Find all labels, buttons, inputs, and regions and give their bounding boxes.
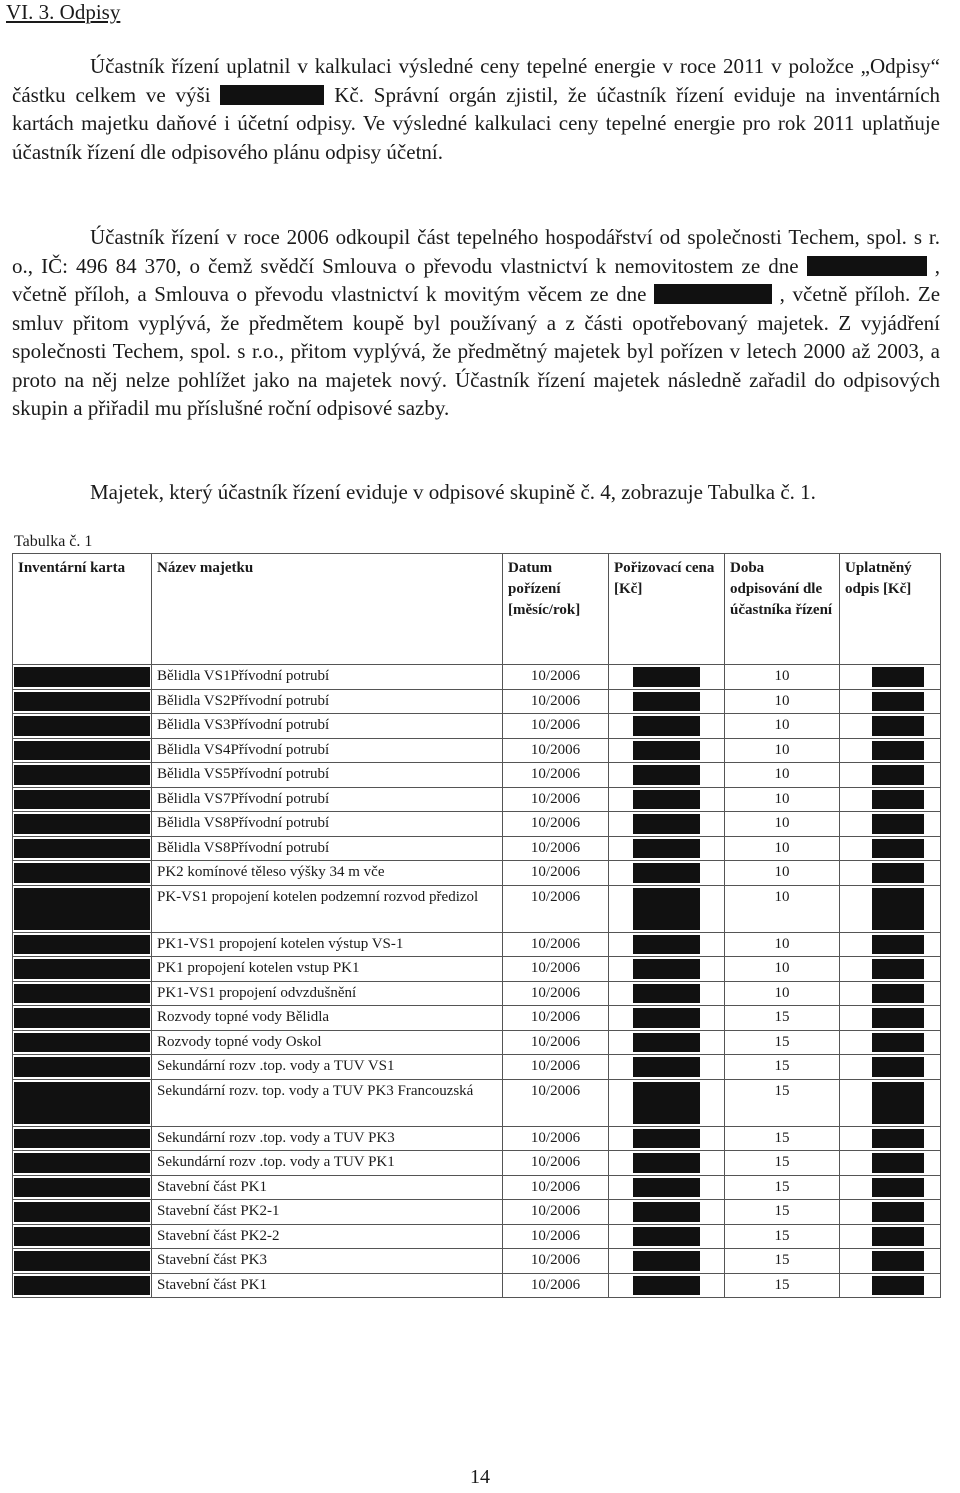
cell-cost-redacted — [609, 957, 725, 982]
paragraph-acquisition-text-1: Účastník řízení v roce 2006 odkoupil část tepelného hospodářství od společnosti Techem, spol. s r. o., IČ: 496 84 370, o čemž svědčí Smlouva o převodu vlastnictví k nemovitostem ze dne — [12, 225, 940, 278]
table-row — [13, 812, 941, 837]
cell-period: 10 — [725, 861, 840, 886]
redaction-block — [14, 1057, 150, 1077]
redaction-block — [14, 1082, 150, 1124]
table-row — [13, 1126, 941, 1151]
cell-asset-name: Bělidla VS3Přívodní potrubí — [152, 714, 503, 739]
cell-asset-name: Sekundární rozv .top. vody a TUV VS1 — [152, 1055, 503, 1080]
cell-cost-redacted — [609, 763, 725, 788]
cell-period: 10 — [725, 812, 840, 837]
cell-card-redacted — [13, 1079, 152, 1126]
redaction-block — [14, 888, 150, 930]
cell-acquisition-date: 10/2006 — [503, 957, 609, 982]
cell-period: 15 — [725, 1079, 840, 1126]
redaction-block — [633, 692, 700, 712]
cell-asset-name: Bělidla VS7Přívodní potrubí — [152, 787, 503, 812]
cell-acquisition-date: 10/2006 — [503, 1249, 609, 1274]
cell-asset-name: Sekundární rozv .top. vody a TUV PK3 — [152, 1126, 503, 1151]
cell-asset-name: PK1 propojení kotelen vstup PK1 — [152, 957, 503, 982]
cell-cost-redacted — [609, 1175, 725, 1200]
cell-card-redacted — [13, 1030, 152, 1055]
redaction-block — [14, 863, 150, 883]
cell-card-redacted — [13, 812, 152, 837]
cell-card-redacted — [13, 763, 152, 788]
redaction-block — [872, 741, 924, 761]
cell-asset-name: Bělidla VS4Přívodní potrubí — [152, 738, 503, 763]
cell-claimed-redacted — [840, 1224, 941, 1249]
redaction-block — [872, 1251, 924, 1271]
cell-period: 10 — [725, 665, 840, 690]
cell-cost-redacted — [609, 981, 725, 1006]
cell-period: 10 — [725, 836, 840, 861]
cell-card-redacted — [13, 1175, 152, 1200]
table-row — [13, 1273, 941, 1298]
cell-period: 15 — [725, 1273, 840, 1298]
header-cost: Pořizovací cena [Kč] — [609, 554, 725, 665]
redaction-block — [872, 716, 924, 736]
redaction-block — [872, 814, 924, 834]
cell-acquisition-date: 10/2006 — [503, 1224, 609, 1249]
redaction-block — [872, 1202, 924, 1222]
cell-claimed-redacted — [840, 836, 941, 861]
table-row — [13, 957, 941, 982]
cell-acquisition-date: 10/2006 — [503, 836, 609, 861]
cell-card-redacted — [13, 1249, 152, 1274]
cell-claimed-redacted — [840, 1200, 941, 1225]
cell-claimed-redacted — [840, 1055, 941, 1080]
redaction-block — [14, 741, 150, 761]
redaction-date-1 — [807, 256, 927, 276]
header-name: Název majetku — [152, 554, 503, 665]
cell-claimed-redacted — [840, 1126, 941, 1151]
cell-cost-redacted — [609, 885, 725, 932]
redaction-block — [633, 863, 700, 883]
table-row — [13, 1249, 941, 1274]
cell-asset-name: Rozvody topné vody Oskol — [152, 1030, 503, 1055]
redaction-block — [872, 692, 924, 712]
paragraph-charges-text-2: Kč. Správní orgán zjistil, že účastník řízení eviduje na inventárních kartách majetku daňové i účetní odpisy. Ve výsledné kalkulaci ceny tepelné energie pro rok 2011 uplatňuje účastník řízení dle odpisového plánu odpisy účetní. — [12, 82, 941, 164]
cell-cost-redacted — [609, 1126, 725, 1151]
redaction-block — [633, 959, 700, 979]
cell-card-redacted — [13, 885, 152, 932]
redaction-block — [872, 1227, 924, 1247]
redaction-block — [14, 1251, 150, 1271]
cell-card-redacted — [13, 1055, 152, 1080]
paragraph-acquisition-text-2: , včetně příloh, a Smlouva o převodu vlastnictví k movitým věcem ze dne — [12, 253, 940, 306]
redaction-block — [872, 790, 924, 810]
cell-card-redacted — [13, 957, 152, 982]
redaction-block — [633, 1276, 700, 1296]
table-row — [13, 1200, 941, 1225]
cell-claimed-redacted — [840, 981, 941, 1006]
cell-acquisition-date: 10/2006 — [503, 1273, 609, 1298]
cell-cost-redacted — [609, 1200, 725, 1225]
redaction-block — [872, 1178, 924, 1198]
cell-cost-redacted — [609, 787, 725, 812]
cell-period: 10 — [725, 957, 840, 982]
redaction-block — [872, 959, 924, 979]
redaction-block — [14, 765, 150, 785]
table-row — [13, 787, 941, 812]
table-row — [13, 763, 941, 788]
cell-card-redacted — [13, 1006, 152, 1031]
redaction-block — [872, 1153, 924, 1173]
cell-asset-name: Bělidla VS2Přívodní potrubí — [152, 689, 503, 714]
cell-card-redacted — [13, 1126, 152, 1151]
redaction-block — [14, 1033, 150, 1053]
redaction-block — [633, 1178, 700, 1198]
redaction-block — [872, 1129, 924, 1149]
redaction-block — [633, 741, 700, 761]
redaction-block — [633, 1153, 700, 1173]
cell-claimed-redacted — [840, 689, 941, 714]
cell-acquisition-date: 10/2006 — [503, 787, 609, 812]
redaction-block — [633, 1129, 700, 1149]
cell-period: 10 — [725, 689, 840, 714]
cell-asset-name: Stavební část PK1 — [152, 1273, 503, 1298]
cell-claimed-redacted — [840, 665, 941, 690]
table-row — [13, 1006, 941, 1031]
redaction-block — [14, 1008, 150, 1028]
table-body — [13, 665, 941, 1298]
cell-period: 15 — [725, 1175, 840, 1200]
redaction-block — [872, 1033, 924, 1053]
cell-claimed-redacted — [840, 1030, 941, 1055]
table-row — [13, 1079, 941, 1126]
table-row — [13, 861, 941, 886]
redaction-block — [633, 1227, 700, 1247]
table-row — [13, 1055, 941, 1080]
redaction-amount — [220, 85, 324, 105]
cell-asset-name: Stavební část PK2-2 — [152, 1224, 503, 1249]
cell-claimed-redacted — [840, 1175, 941, 1200]
cell-period: 15 — [725, 1200, 840, 1225]
redaction-block — [14, 1153, 150, 1173]
cell-period: 15 — [725, 1249, 840, 1274]
table-row — [13, 689, 941, 714]
cell-period: 15 — [725, 1006, 840, 1031]
cell-asset-name: PK1-VS1 propojení kotelen výstup VS-1 — [152, 932, 503, 957]
table-intro-sentence: Majetek, který účastník řízení eviduje v odpisové skupině č. 4, zobrazuje Tabulka č. 1. — [90, 480, 816, 504]
cell-cost-redacted — [609, 738, 725, 763]
cell-card-redacted — [13, 689, 152, 714]
cell-asset-name: Rozvody topné vody Bělidla — [152, 1006, 503, 1031]
table-row — [13, 738, 941, 763]
cell-period: 15 — [725, 1151, 840, 1176]
header-card: Inventární karta — [13, 554, 152, 665]
cell-acquisition-date: 10/2006 — [503, 689, 609, 714]
header-claimed: Uplatněný odpis [Kč] — [840, 554, 941, 665]
assets-table — [12, 553, 941, 1298]
cell-card-redacted — [13, 1151, 152, 1176]
cell-card-redacted — [13, 981, 152, 1006]
cell-acquisition-date: 10/2006 — [503, 1030, 609, 1055]
cell-period: 15 — [725, 1224, 840, 1249]
redaction-block — [633, 984, 700, 1004]
table-row — [13, 836, 941, 861]
cell-cost-redacted — [609, 1030, 725, 1055]
cell-period: 10 — [725, 981, 840, 1006]
cell-cost-redacted — [609, 1273, 725, 1298]
cell-asset-name: Sekundární rozv. top. vody a TUV PK3 Francouzská — [152, 1079, 503, 1126]
cell-period: 10 — [725, 787, 840, 812]
cell-acquisition-date: 10/2006 — [503, 1175, 609, 1200]
cell-asset-name: Bělidla VS8Přívodní potrubí — [152, 836, 503, 861]
cell-claimed-redacted — [840, 714, 941, 739]
cell-acquisition-date: 10/2006 — [503, 885, 609, 932]
cell-claimed-redacted — [840, 885, 941, 932]
cell-acquisition-date: 10/2006 — [503, 714, 609, 739]
cell-acquisition-date: 10/2006 — [503, 981, 609, 1006]
cell-asset-name: PK1-VS1 propojení odvzdušnění — [152, 981, 503, 1006]
table-row — [13, 981, 941, 1006]
redaction-block — [14, 716, 150, 736]
cell-claimed-redacted — [840, 861, 941, 886]
redaction-block — [633, 1008, 700, 1028]
cell-acquisition-date: 10/2006 — [503, 665, 609, 690]
cell-card-redacted — [13, 714, 152, 739]
table-row — [13, 1151, 941, 1176]
cell-period: 10 — [725, 932, 840, 957]
cell-cost-redacted — [609, 1006, 725, 1031]
cell-card-redacted — [13, 738, 152, 763]
cell-claimed-redacted — [840, 1006, 941, 1031]
redaction-block — [14, 814, 150, 834]
cell-asset-name: Stavební část PK1 — [152, 1175, 503, 1200]
cell-claimed-redacted — [840, 738, 941, 763]
redaction-block — [633, 716, 700, 736]
cell-cost-redacted — [609, 665, 725, 690]
cell-cost-redacted — [609, 1249, 725, 1274]
cell-card-redacted — [13, 1200, 152, 1225]
cell-claimed-redacted — [840, 812, 941, 837]
table-row — [13, 932, 941, 957]
cell-cost-redacted — [609, 1151, 725, 1176]
redaction-block — [872, 1276, 924, 1296]
redaction-block — [633, 888, 700, 930]
cell-asset-name: Bělidla VS5Přívodní potrubí — [152, 763, 503, 788]
table-title: Tabulka č. 1 — [14, 533, 93, 550]
redaction-block — [872, 839, 924, 859]
redaction-block — [14, 667, 150, 687]
redaction-block — [872, 1008, 924, 1028]
table-row — [13, 714, 941, 739]
cell-cost-redacted — [609, 714, 725, 739]
table-row — [13, 1175, 941, 1200]
cell-asset-name: Bělidla VS8Přívodní potrubí — [152, 812, 503, 837]
redaction-block — [633, 1082, 700, 1124]
redaction-block — [872, 888, 924, 930]
cell-card-redacted — [13, 1273, 152, 1298]
cell-asset-name: Stavební část PK2-1 — [152, 1200, 503, 1225]
redaction-block — [14, 959, 150, 979]
table-row — [13, 1030, 941, 1055]
cell-period: 15 — [725, 1055, 840, 1080]
redaction-block — [633, 1251, 700, 1271]
redaction-block — [633, 667, 700, 687]
redaction-block — [872, 765, 924, 785]
cell-acquisition-date: 10/2006 — [503, 1151, 609, 1176]
redaction-block — [872, 935, 924, 955]
cell-acquisition-date: 10/2006 — [503, 738, 609, 763]
table-row — [13, 665, 941, 690]
redaction-block — [872, 863, 924, 883]
cell-acquisition-date: 10/2006 — [503, 1079, 609, 1126]
redaction-block — [872, 667, 924, 687]
redaction-block — [633, 1057, 700, 1077]
cell-cost-redacted — [609, 1224, 725, 1249]
cell-card-redacted — [13, 836, 152, 861]
redaction-block — [14, 935, 150, 955]
redaction-block — [633, 839, 700, 859]
cell-acquisition-date: 10/2006 — [503, 1126, 609, 1151]
cell-asset-name: Sekundární rozv .top. vody a TUV PK1 — [152, 1151, 503, 1176]
cell-asset-name: Bělidla VS1Přívodní potrubí — [152, 665, 503, 690]
redaction-block — [14, 1178, 150, 1198]
cell-asset-name: PK2 komínové těleso výšky 34 m vče — [152, 861, 503, 886]
cell-acquisition-date: 10/2006 — [503, 1055, 609, 1080]
table-row — [13, 1224, 941, 1249]
redaction-block — [633, 935, 700, 955]
redaction-block — [633, 790, 700, 810]
cell-acquisition-date: 10/2006 — [503, 932, 609, 957]
cell-cost-redacted — [609, 836, 725, 861]
cell-claimed-redacted — [840, 1151, 941, 1176]
cell-period: 10 — [725, 738, 840, 763]
cell-cost-redacted — [609, 861, 725, 886]
header-date: Datum pořízení [měsíc/rok] — [503, 554, 609, 665]
cell-cost-redacted — [609, 689, 725, 714]
cell-claimed-redacted — [840, 1273, 941, 1298]
redaction-block — [14, 1276, 150, 1296]
page-number: 14 — [470, 1466, 490, 1488]
redaction-block — [872, 1057, 924, 1077]
redaction-block — [14, 692, 150, 712]
table-header-row — [13, 554, 941, 665]
redaction-block — [633, 765, 700, 785]
cell-cost-redacted — [609, 1079, 725, 1126]
redaction-block — [14, 984, 150, 1004]
redaction-block — [14, 839, 150, 859]
cell-acquisition-date: 10/2006 — [503, 812, 609, 837]
paragraph-charges-text-1: Účastník řízení uplatnil v kalkulaci výsledné ceny tepelné energie v roce 2011 v položce „Odpisy“ částku celkem ve výši — [12, 54, 940, 107]
cell-period: 10 — [725, 763, 840, 788]
cell-cost-redacted — [609, 812, 725, 837]
cell-card-redacted — [13, 861, 152, 886]
header-period: Doba odpisování dle účastníka řízení — [725, 554, 840, 665]
cell-claimed-redacted — [840, 1249, 941, 1274]
redaction-block — [872, 984, 924, 1004]
cell-card-redacted — [13, 932, 152, 957]
cell-claimed-redacted — [840, 1079, 941, 1126]
cell-cost-redacted — [609, 932, 725, 957]
cell-period: 15 — [725, 1030, 840, 1055]
redaction-date-2 — [654, 284, 772, 304]
redaction-block — [14, 1227, 150, 1247]
cell-cost-redacted — [609, 1055, 725, 1080]
cell-card-redacted — [13, 1224, 152, 1249]
table-row — [13, 885, 941, 932]
paragraph-charges — [12, 52, 940, 166]
paragraph-acquisition — [12, 223, 940, 423]
redaction-block — [14, 790, 150, 810]
cell-acquisition-date: 10/2006 — [503, 1006, 609, 1031]
cell-claimed-redacted — [840, 957, 941, 982]
cell-asset-name: PK-VS1 propojení kotelen podzemní rozvod předizol — [152, 885, 503, 932]
redaction-block — [14, 1202, 150, 1222]
paragraph-acquisition-text-3: , včetně příloh. Ze smluv přitom vyplývá, že předmětem koupě byl používaný a z části opotřebovaný majetek. Z vyjádření společnosti Techem, spol. s r.o., přitom vyplývá, že předmětný majetek byl pořízen v letech 2000 až 2003, a proto na něj nelze pohlížet jako na majetek nový. Účastník řízení majetek následně zařadil do odpisových skupin a přiřadil mu příslušné roční odpisové sazby. — [12, 282, 941, 420]
cell-acquisition-date: 10/2006 — [503, 763, 609, 788]
cell-claimed-redacted — [840, 787, 941, 812]
cell-period: 10 — [725, 885, 840, 932]
redaction-block — [633, 814, 700, 834]
cell-claimed-redacted — [840, 763, 941, 788]
cell-card-redacted — [13, 787, 152, 812]
cell-acquisition-date: 10/2006 — [503, 861, 609, 886]
cell-card-redacted — [13, 665, 152, 690]
section-heading: VI. 3. Odpisy — [6, 0, 121, 24]
cell-period: 15 — [725, 1126, 840, 1151]
cell-acquisition-date: 10/2006 — [503, 1200, 609, 1225]
redaction-block — [633, 1033, 700, 1053]
cell-claimed-redacted — [840, 932, 941, 957]
redaction-block — [14, 1129, 150, 1149]
cell-period: 10 — [725, 714, 840, 739]
redaction-block — [872, 1082, 924, 1124]
redaction-block — [633, 1202, 700, 1222]
cell-asset-name: Stavební část PK3 — [152, 1249, 503, 1274]
